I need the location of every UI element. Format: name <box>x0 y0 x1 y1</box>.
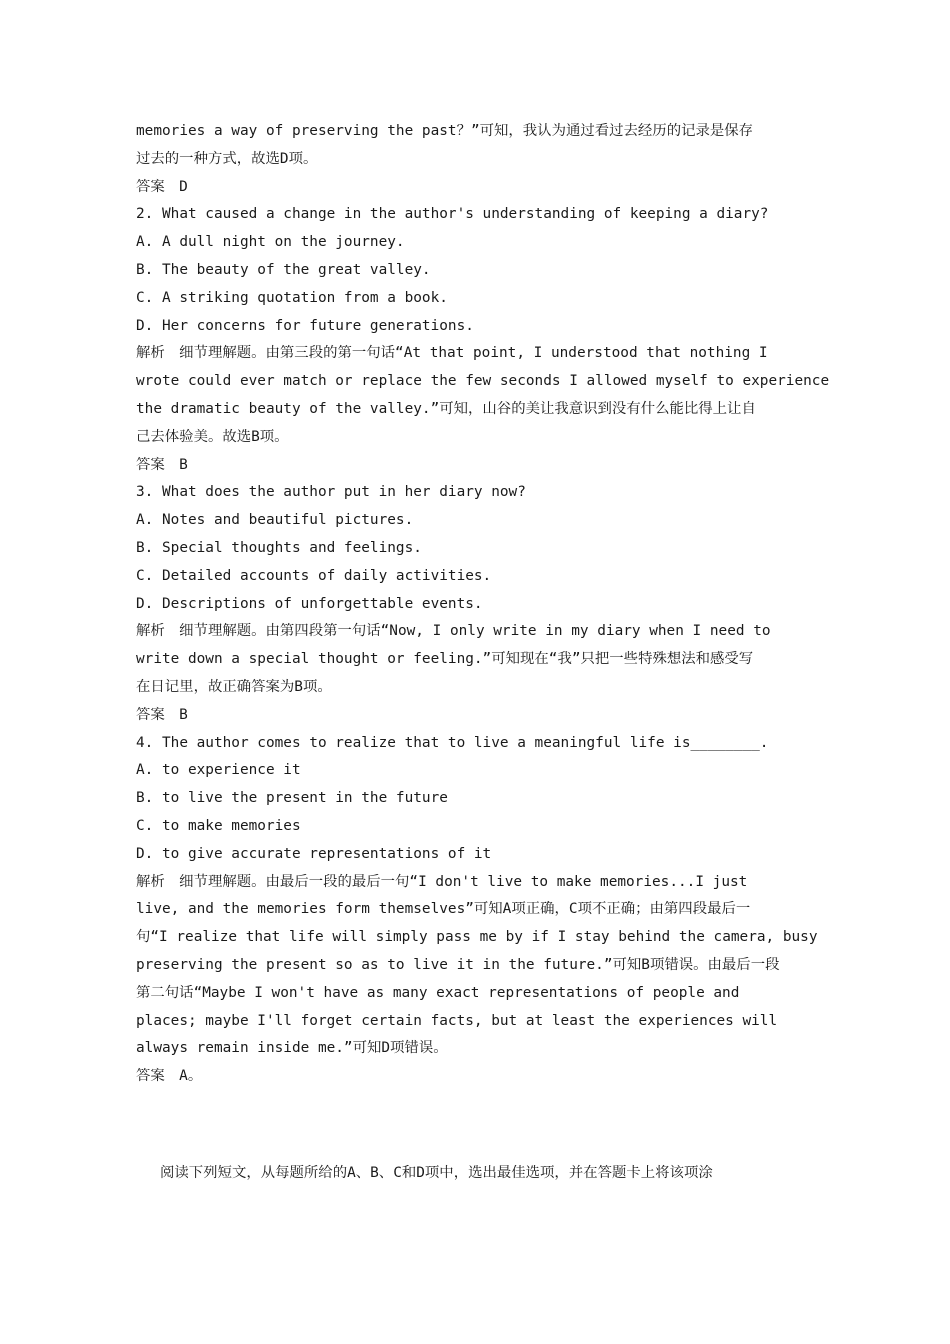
analysis-line: 解析 细节理解题。由最后一段的最后一句“I don't live to make memories...I just <box>136 873 748 890</box>
next-section-instructions <box>160 1160 820 1188</box>
analysis-line: preserving the present so as to live it in the future.”可知B项错误。由最后一段 <box>136 956 780 973</box>
instruction-line: 阅读下列短文，从每题所给的A、B、C和D项中，选出最佳选项，并在答题卡上将该项涂 <box>160 1165 713 1181</box>
option-d: D. Her concerns for future generations. <box>136 317 474 334</box>
option-b: B. to live the present in the future <box>136 790 448 807</box>
question-4: 4. The author comes to realize that to live a meaningful life is________. <box>136 734 769 751</box>
analysis-line: places; maybe I'll forget certain facts, but at least the experiences will <box>136 1012 778 1029</box>
option-c: C. Detailed accounts of daily activities. <box>136 567 492 584</box>
option-a: A. Notes and beautiful pictures. <box>136 512 414 529</box>
analysis-line: 解析 细节理解题。由第四段第一句话“Now, I only write in my diary when I need to <box>136 623 771 640</box>
option-c: C. A striking quotation from a book. <box>136 289 448 306</box>
analysis-line: 解析 细节理解题。由第三段的第一句话“At that point, I understood that nothing I <box>136 345 768 362</box>
question-3: 3. What does the author put in her diary now? <box>136 484 526 501</box>
analysis-line: write down a special thought or feeling.”可知现在“我”只把一些特殊想法和感受写 <box>136 651 754 668</box>
option-a: A. A dull night on the journey. <box>136 234 405 251</box>
analysis-line: wrote could ever match or replace the few seconds I allowed myself to experience <box>136 373 830 390</box>
analysis-line: 在日记里，故正确答案为B项。 <box>136 678 332 695</box>
analysis-line: 第二句话“Maybe I won't have as many exact representations of people and <box>136 984 740 1001</box>
option-a: A. to experience it <box>136 762 301 779</box>
option-b: B. The beauty of the great valley. <box>136 261 431 278</box>
answer-line: 答案 A。 <box>136 1068 203 1085</box>
analysis-line: always remain inside me.”可知D项错误。 <box>136 1040 448 1057</box>
text-line: memories a way of preserving the past？”可知，我认为通过看过去经历的记录是保存 <box>136 123 754 139</box>
option-c: C. to make memories <box>136 817 301 834</box>
answer-line: 答案 B <box>136 456 188 473</box>
answer-line: 答案 D <box>136 178 188 195</box>
option-d: D. Descriptions of unforgettable events. <box>136 595 483 612</box>
question-2: 2. What caused a change in the author's understanding of keeping a diary? <box>136 206 769 223</box>
analysis-line: 句“I realize that life will simply pass me by if I stay behind the camera, busy <box>136 929 818 946</box>
document-body <box>136 118 830 1091</box>
option-d: D. to give accurate representations of it <box>136 845 492 862</box>
option-b: B. Special thoughts and feelings. <box>136 539 422 556</box>
analysis-line: 己去体验美。故选B项。 <box>136 428 289 445</box>
analysis-line: the dramatic beauty of the valley.”可知，山谷的美让我意识到没有什么能比得上让自 <box>136 400 756 417</box>
text-line: 过去的一种方式，故选D项。 <box>136 150 318 167</box>
answer-line: 答案 B <box>136 706 188 723</box>
analysis-line: live, and the memories form themselves”可知A项正确，C项不正确；由第四段最后一 <box>136 901 751 918</box>
